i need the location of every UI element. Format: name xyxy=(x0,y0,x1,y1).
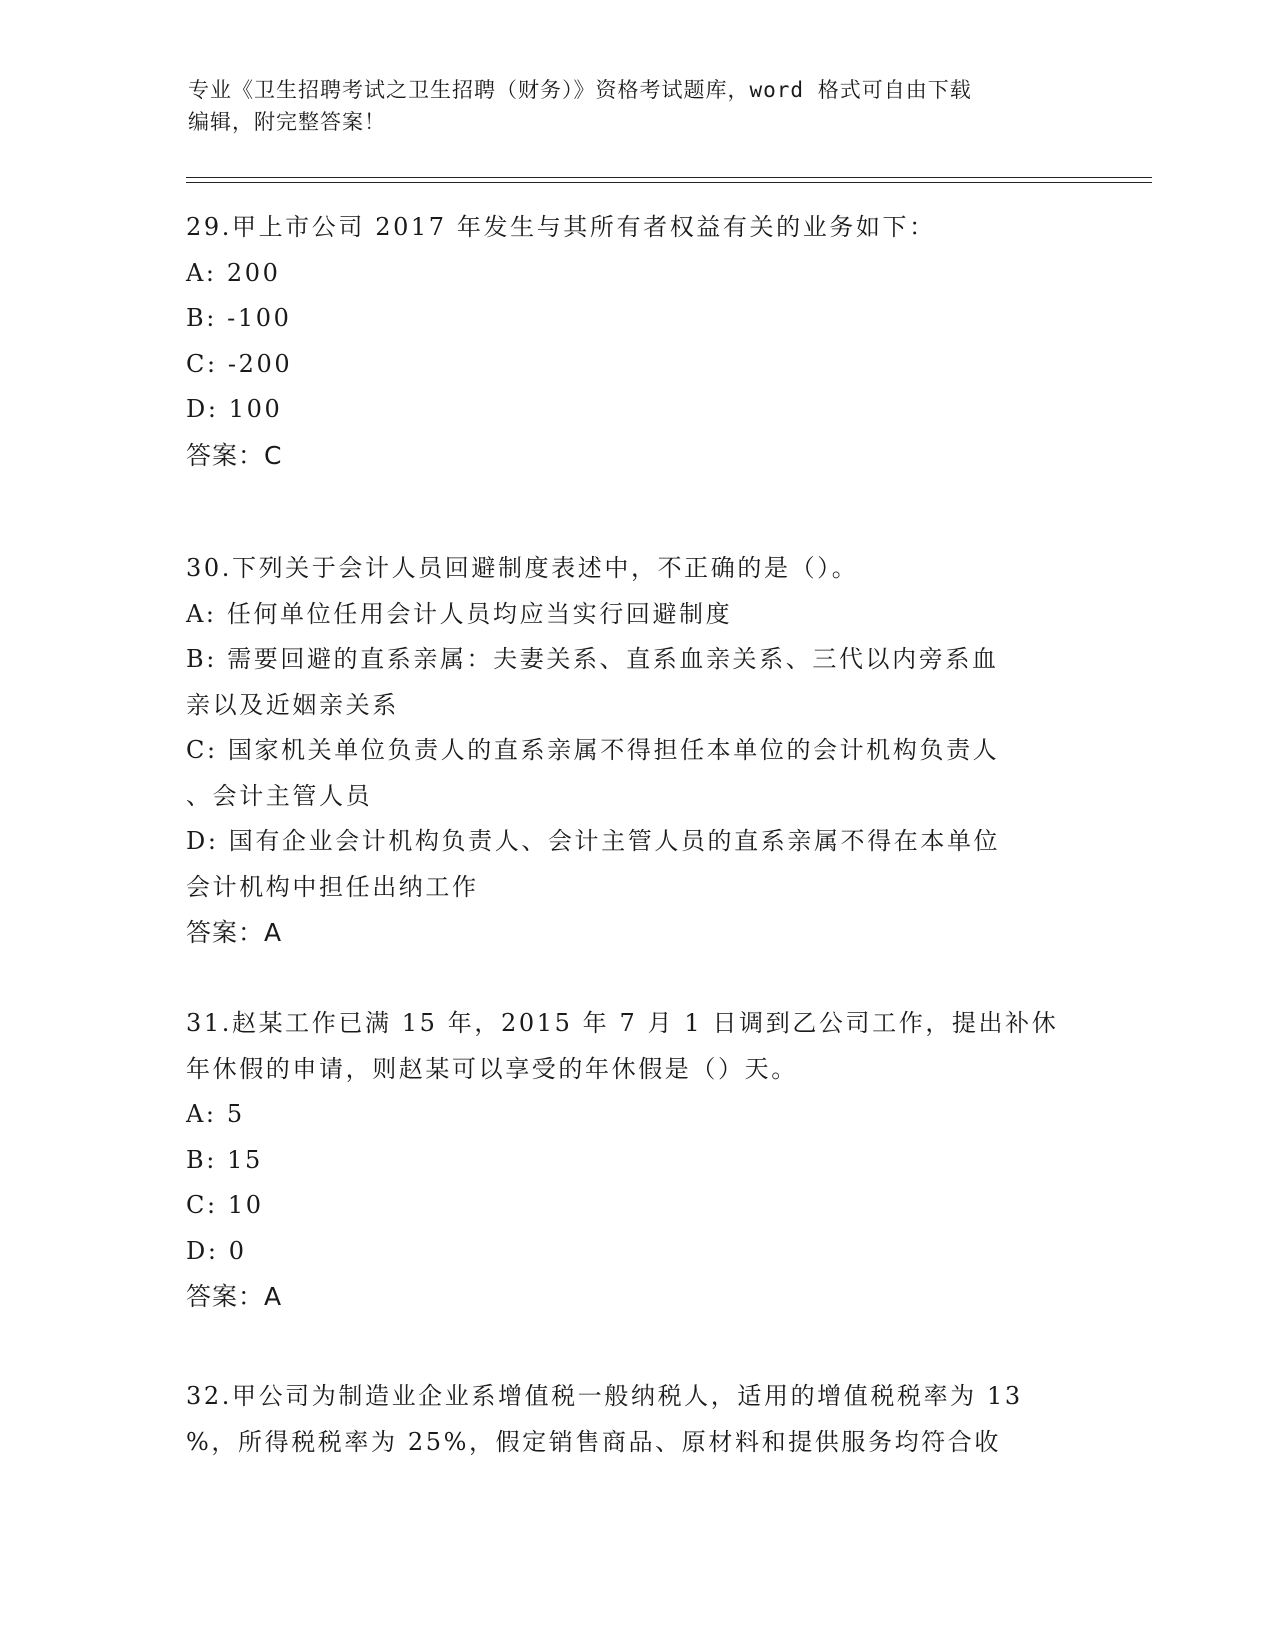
option-b: B: 需要回避的直系亲属：夫妻关系、直系血亲关系、三代以内旁系血 xyxy=(186,645,999,673)
option-c: C: -200 xyxy=(186,349,293,378)
answer-line: 答案：A xyxy=(186,918,283,947)
question-stem: 31.赵某工作已满 15 年，2015 年 7 月 1 日调到乙公司工作，提出补休 xyxy=(186,1009,1059,1037)
question-32 xyxy=(186,1374,1086,1465)
option-a: A: 5 xyxy=(186,1100,245,1128)
option-b: B: -100 xyxy=(186,304,292,332)
question-29 xyxy=(186,205,1086,478)
question-stem: 29.甲上市公司 2017 年发生与其所有者权益有关的业务如下： xyxy=(186,213,936,241)
option-b: B: 15 xyxy=(186,1145,263,1174)
answer-line: 答案：C xyxy=(186,440,283,470)
question-stem-continued: %，所得税税率为 25%，假定销售商品、原材料和提供服务均符合收 xyxy=(186,1427,1001,1456)
option-c: C: 10 xyxy=(186,1191,264,1219)
header-divider-bottom xyxy=(186,182,1152,183)
question-stem: 32.甲公司为制造业企业系增值税一般纳税人，适用的增值税税率为 13 xyxy=(186,1382,1023,1410)
option-a: A: 200 xyxy=(186,258,281,287)
option-d: D: 国有企业会计机构负责人、会计主管人员的直系亲属不得在本单位 xyxy=(186,827,1001,855)
option-c-continued: 、会计主管人员 xyxy=(186,781,373,810)
option-b-continued: 亲以及近姻亲关系 xyxy=(186,690,399,719)
question-stem-continued: 年休假的申请，则赵某可以享受的年休假是（）天。 xyxy=(186,1054,798,1083)
header-line-2: 编辑，附完整答案！ xyxy=(188,110,386,134)
answer-line: 答案：A xyxy=(186,1282,283,1311)
document-header xyxy=(188,74,1068,138)
question-30 xyxy=(186,546,1086,956)
option-a: A: 任何单位任用会计人员均应当实行回避制度 xyxy=(186,599,733,628)
option-d: D: 100 xyxy=(186,395,283,423)
option-d-continued: 会计机构中担任出纳工作 xyxy=(186,872,479,901)
header-line-1: 专业《卫生招聘考试之卫生招聘（财务）》资格考试题库，word 格式可自由下载 xyxy=(188,78,972,102)
question-stem: 30.下列关于会计人员回避制度表述中，不正确的是（）。 xyxy=(186,554,859,582)
header-divider-top xyxy=(186,177,1152,178)
option-d: D: 0 xyxy=(186,1236,247,1265)
question-31 xyxy=(186,1001,1086,1320)
option-c: C: 国家机关单位负责人的直系亲属不得担任本单位的会计机构负责人 xyxy=(186,736,1000,764)
